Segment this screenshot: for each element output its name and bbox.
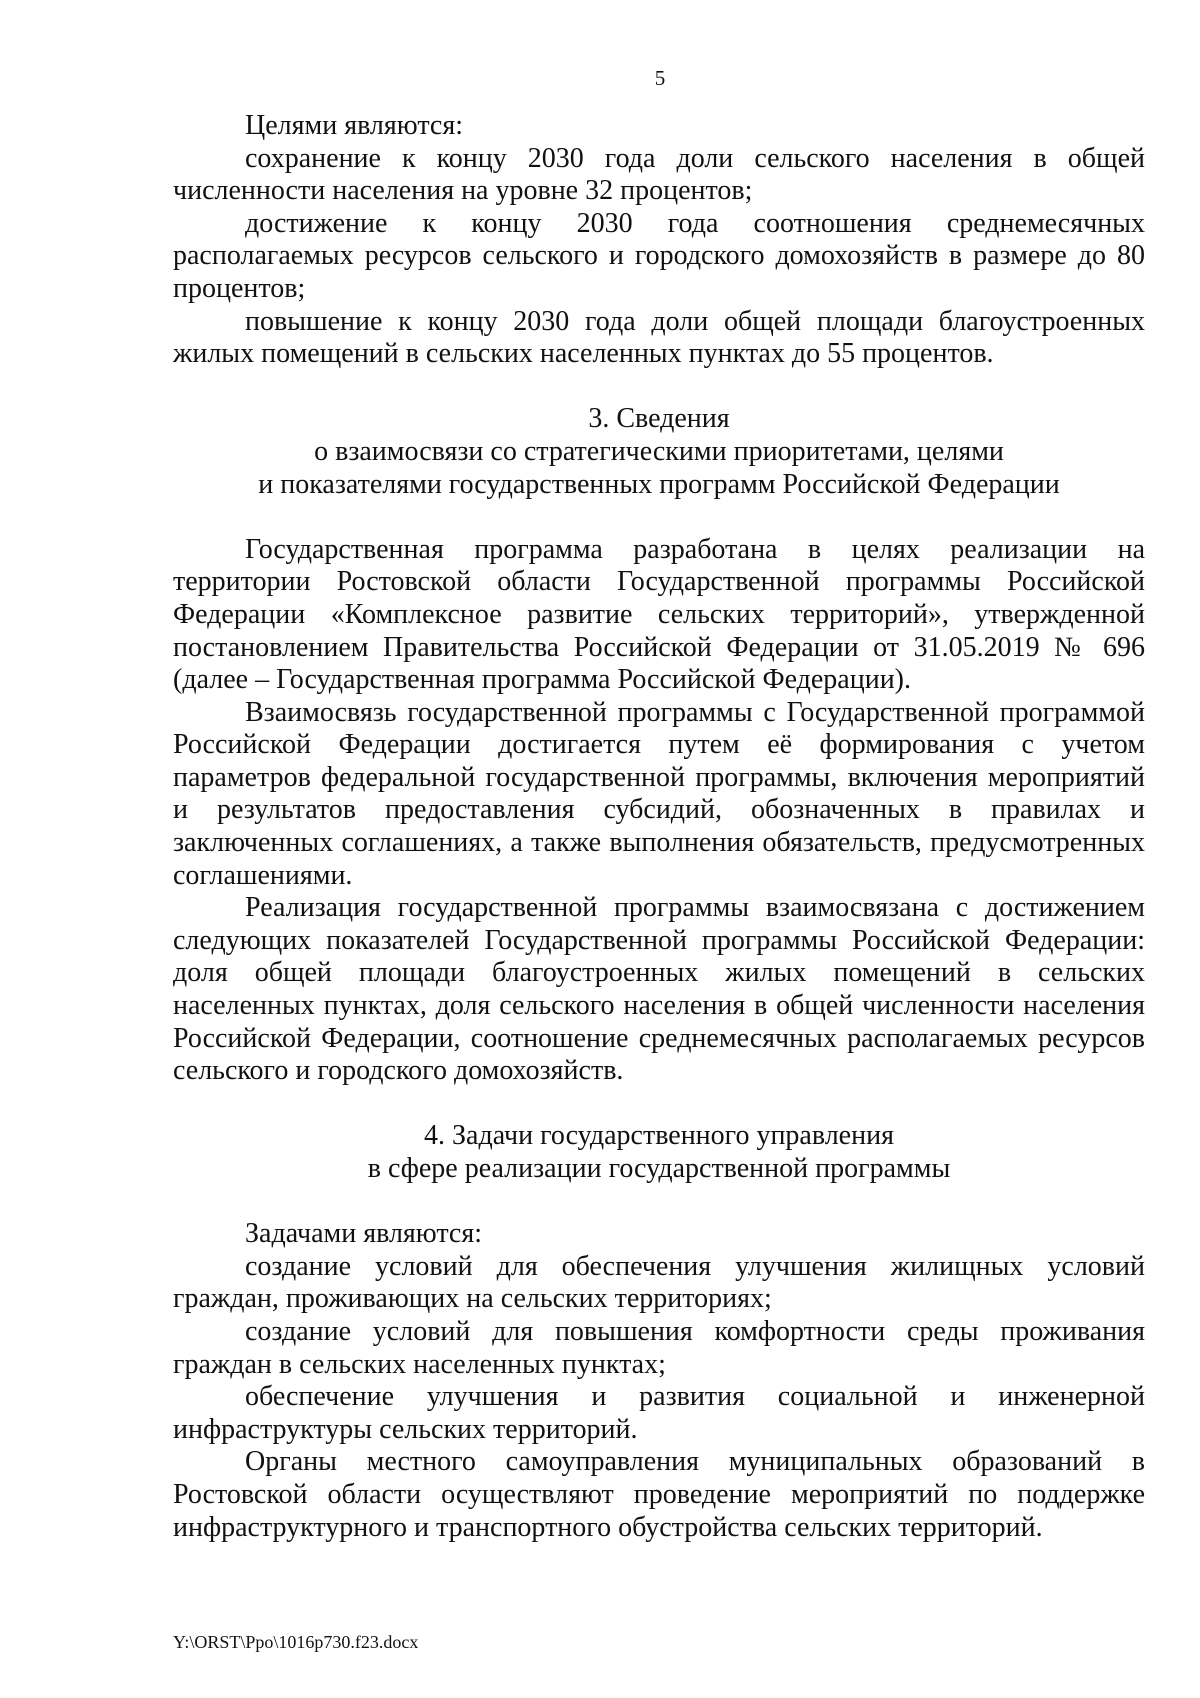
- file-path-footer: Y:\ORST\Ppo\1016p730.f23.docx: [173, 1632, 419, 1652]
- goal-item: достижение к концу 2030 года соотношения среднемесячных располагаемых ресурсов сельского и городского домохозяйств в размере до 80 процентов;: [173, 207, 1145, 304]
- page-number: 5: [654, 66, 666, 90]
- goals-intro: Целями являются:: [245, 110, 463, 141]
- task-item: обеспечение улучшения и развития социальной и инженерной инфраструктуры сельских территорий.: [173, 1381, 1145, 1445]
- section3-paragraph: Реализация государственной программы взаимосвязана с достижением следующих показателей Государственной программы Российской Федерации: доля общей площади благоустроенных жилых помещений в сельских населенных пунктах, доля сельского населения в общей численности населения Российской Федерации, соотношение среднемесячных располагаемых ресурсов сельского и городского домохозяйств.: [173, 892, 1145, 1087]
- section3-heading: [173, 403, 1145, 501]
- section3-heading-line: 3. Сведения: [588, 403, 730, 435]
- section3-heading-line: о взаимосвязи со стратегическими приоритетами, целями: [314, 435, 1004, 467]
- section4-heading: [173, 1120, 1145, 1185]
- section4-heading-line: в сфере реализации государственной программы: [367, 1153, 951, 1184]
- goal-item: повышение к концу 2030 года доли общей площади благоустроенных жилых помещений в сельских населенных пунктах до 55 процентов.: [173, 305, 1145, 370]
- section3-heading-line: и показателями государственных программ Российской Федерации: [258, 468, 1060, 500]
- section4-intro: Задачами являются:: [245, 1218, 483, 1250]
- task-item: создание условий для повышения комфортности среды проживания граждан в сельских населенных пунктах;: [173, 1315, 1145, 1380]
- section3-paragraph: Государственная программа разработана в целях реализации на территории Ростовской области Государственной программы Российской Федерации «Комплексное развитие сельских территорий», утвержденной постановлением Правительства Российской Федерации от 31.05.2019 № 696 (далее – Государственная программа Российской Федерации).: [173, 533, 1145, 696]
- document-body: [173, 110, 1145, 1544]
- section4-closing: Органы местного самоуправления муниципальных образований в Ростовской области осуществляют проведение мероприятий по поддержке инфраструктурного и транспортного обустройства сельских территорий.: [173, 1446, 1145, 1543]
- task-item: создание условий для обеспечения улучшения жилищных условий граждан, проживающих на сельских территориях;: [173, 1250, 1145, 1315]
- goal-item: сохранение к концу 2030 года доли сельского населения в общей численности населения на уровне 32 процентов;: [173, 142, 1145, 207]
- section3-paragraph: Взаимосвязь государственной программы с Государственной программой Российской Федерации достигается путем её формирования с учетом параметров федеральной государственной программы, включения мероприятий и результатов предоставления субсидий, обозначенных в правилах и заключенных соглашениях, а также выполнения обязательств, предусмотренных соглашениями.: [173, 696, 1145, 891]
- section4-heading-line: 4. Задачи государственного управления: [424, 1120, 894, 1152]
